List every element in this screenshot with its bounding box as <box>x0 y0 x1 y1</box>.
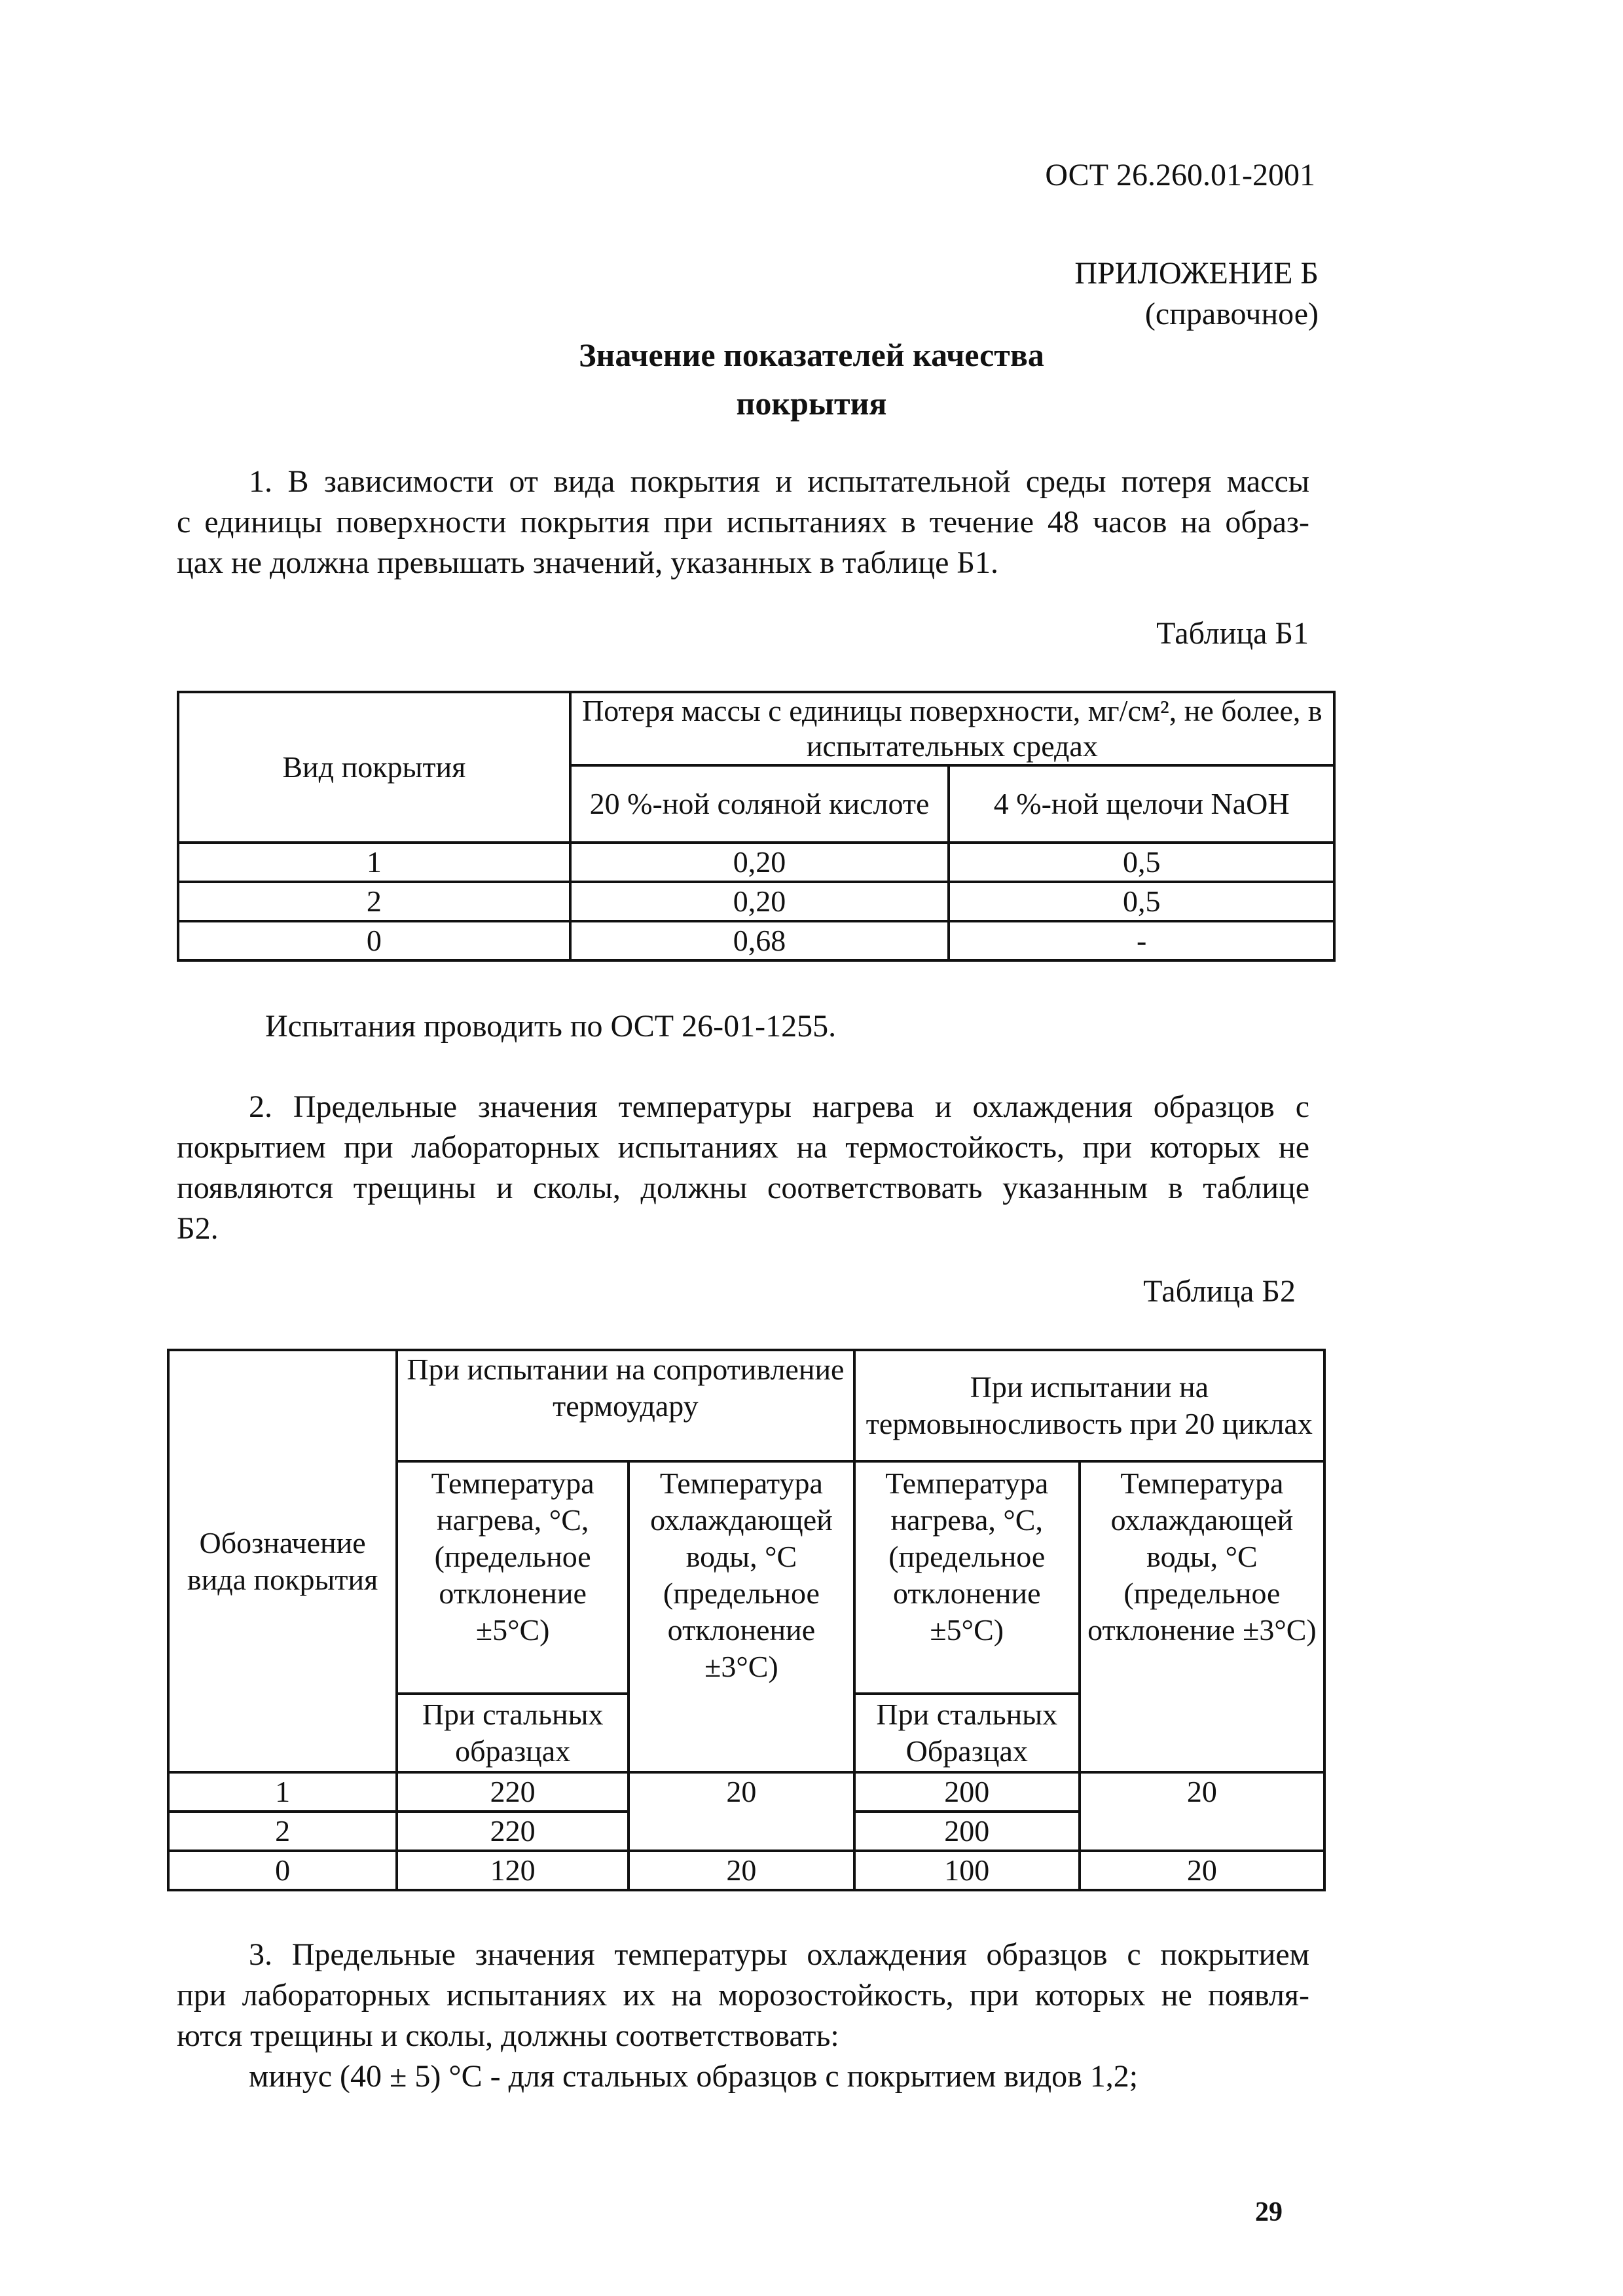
table-cell: - <box>949 921 1334 960</box>
table-cell: 0 <box>168 1851 397 1890</box>
paragraph-line: Б2. <box>177 1211 219 1246</box>
table-cell: 220 <box>397 1812 629 1851</box>
document-code: ОСТ 26.260.01-2001 <box>1045 158 1315 192</box>
section-1-paragraph <box>177 462 1309 583</box>
table-b1-header-type: Вид покрытия <box>178 692 570 843</box>
table-cell: 0,20 <box>570 843 949 882</box>
paragraph-line: 2. Предельные значения температуры нагрева и охлаждения образцов с <box>249 1089 1309 1124</box>
table-b2-header-heat-2: Температура нагрева, °С, (предельное отклонение ±5°С) <box>854 1461 1080 1694</box>
title-line-2: покрытия <box>736 385 887 422</box>
paragraph-line: минус (40 ± 5) °С - для стальных образцов с покрытием видов 1,2; <box>249 2059 1139 2094</box>
table-b2-header-steel-1: При стальных образцах <box>397 1694 629 1772</box>
table-cell: 20 <box>1080 1851 1324 1890</box>
table-cell: 200 <box>854 1772 1080 1812</box>
table-b1 <box>177 691 1336 962</box>
table-cell: 120 <box>397 1851 629 1890</box>
table-cell: 1 <box>168 1772 397 1812</box>
table-row <box>178 843 1334 882</box>
table-row <box>178 921 1334 960</box>
table-cell: 100 <box>854 1851 1080 1890</box>
table-b1-header-loss: Потеря массы с единицы поверхности, мг/см², не более, в испытательных средах <box>570 692 1334 765</box>
paragraph-line: при лабораторных испытаниях их на морозостойкость, при которых не появля- <box>177 1978 1309 2013</box>
appendix-note: (справочное) <box>1144 297 1319 331</box>
table-b2-header-endurance: При испытании на термовыносливость при 20 циклах <box>854 1350 1324 1461</box>
section-2-paragraph <box>177 1087 1309 1249</box>
table-cell: 20 <box>629 1772 854 1851</box>
table-b2-header-cool-1: Температура охлаждающей воды, °С (предельное отклонение ±3°С) <box>629 1461 854 1772</box>
table-cell: 0,5 <box>949 843 1334 882</box>
paragraph-line: покрытием при лабораторных испытаниях на термостойкость, при которых не <box>177 1130 1309 1165</box>
page-number: 29 <box>1255 2197 1283 2227</box>
table-cell: 0,68 <box>570 921 949 960</box>
table-b1-header-hcl: 20 %-ной соляной кислоте <box>570 765 949 843</box>
table-row <box>168 1772 1324 1812</box>
paragraph-line: с единицы поверхности покрытия при испытаниях в течение 48 часов на образ- <box>177 505 1309 539</box>
table-row <box>168 1851 1324 1890</box>
table-b2 <box>167 1349 1326 1891</box>
section-3-paragraph <box>177 1935 1309 2097</box>
table-b2-header-cool-2: Температура охлаждающей воды, °С (предельное отклонение ±3°С) <box>1080 1461 1324 1772</box>
table-cell: 0,5 <box>949 882 1334 921</box>
test-method-note: Испытания проводить по ОСТ 26-01-1255. <box>265 1009 837 1044</box>
table-cell: 2 <box>168 1812 397 1851</box>
table-cell: 200 <box>854 1812 1080 1851</box>
table-cell: 0,20 <box>570 882 949 921</box>
paragraph-line: появляются трещины и сколы, должны соответствовать указанным в таблице <box>177 1171 1309 1205</box>
paragraph-line: 3. Предельные значения температуры охлаждения образцов с покрытием <box>249 1937 1309 1972</box>
table-b2-header-designation: Обозначение вида покрытия <box>168 1350 397 1772</box>
table-cell: 20 <box>629 1851 854 1890</box>
table-cell: 1 <box>178 843 570 882</box>
paragraph-line: 1. В зависимости от вида покрытия и испытательной среды потеря массы <box>249 464 1309 499</box>
table-cell: 2 <box>178 882 570 921</box>
paragraph-line: ются трещины и сколы, должны соответствовать: <box>177 2018 839 2053</box>
paragraph-line: цах не должна превышать значений, указанных в таблице Б1. <box>177 545 998 580</box>
table-cell: 0 <box>178 921 570 960</box>
table-b2-caption: Таблица Б2 <box>1143 1274 1296 1309</box>
table-row <box>178 882 1334 921</box>
table-b1-header-naoh: 4 %-ной щелочи NaOH <box>949 765 1334 843</box>
table-b1-caption: Таблица Б1 <box>1156 616 1309 651</box>
appendix-label: ПРИЛОЖЕНИЕ Б <box>1074 256 1319 291</box>
table-b2-header-thermal-shock: При испытании на сопротивление термоудару <box>397 1350 854 1461</box>
table-b2-header-heat-1: Температура нагрева, °С, (предельное отклонение ±5°С) <box>397 1461 629 1694</box>
table-cell: 20 <box>1080 1772 1324 1851</box>
table-b2-header-steel-2: При стальных Образцах <box>854 1694 1080 1772</box>
title-line-1: Значение показателей качества <box>579 337 1044 373</box>
table-cell: 220 <box>397 1772 629 1812</box>
page-title <box>0 331 1623 428</box>
